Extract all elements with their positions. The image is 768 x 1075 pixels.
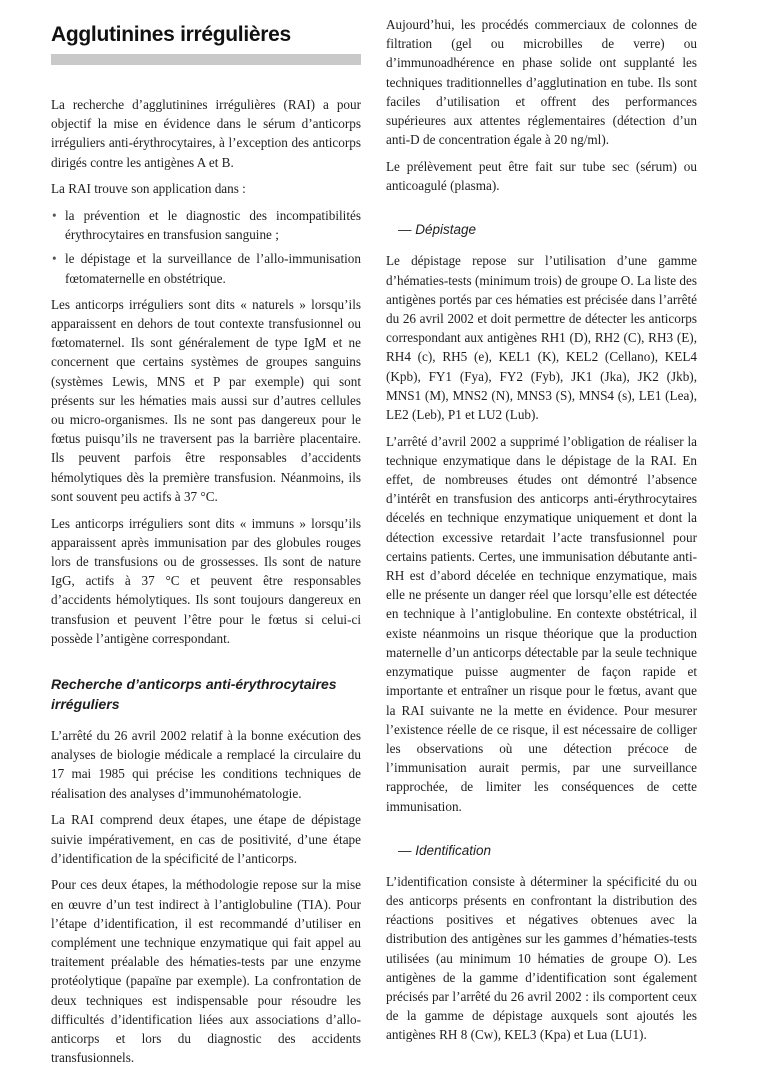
identification-paragraph: L’identification consiste à déterminer la spécificité du ou des anticorps présents en confrontant la distribution des réactions positives et négatives obtenues avec la distribution des antigènes sur les gammes d’hématies-tests utilisées (au minimum 10 hématies de groupe O). Les antigènes de la gamme d’identification sont également précisés par l’arrêté du 26 avril 2002 : ils comportent ceux de la gamme de dépistage auxquels sont ajoutés les antigènes RH 8 (Cw), KEL3 (Kpa) et Lua (LU1).	[386, 873, 697, 1043]
list-item: • la prévention et le diagnostic des incompatibilités érythrocytaires en transfusion sanguine ;	[51, 206, 361, 244]
list-item: • le dépistage et la surveillance de l’allo-immunisation fœtomaternelle en obstétrique.	[51, 249, 361, 287]
methodologie-paragraph: Pour ces deux étapes, la méthodologie repose sur la mise en œuvre d’un test indirect à l’antiglobuline (TIA). Pour l’étape d’identification, il est recommandé d’utiliser en complément une technique enzymatique qui fait appel au traitement préalable des hématies-tests par une enzyme protéolytique (papaïne par exemple). La confrontation de deux techniques est indispensable pour résoudre les difficultés d’identification liées aux associations d’allo-anticorps et lors du diagnostic des accidents transfusionnels.	[51, 877, 361, 1066]
application-intro: La RAI trouve son application dans :	[51, 181, 246, 197]
aujourdhui-paragraph: Aujourd’hui, les procédés commerciaux de colonnes de filtration (gel ou microbilles de verre) ou d’immunoadhérence en phase solide ont supplanté les techniques traditionnelles d’agglutination en tube. Ils sont faciles d’utilisation et offrent des performances supérieures aux attentes réglementaires (détection d’un anti-D de concentration égale à 20 ng/ml).	[386, 17, 697, 148]
arrete-paragraph: L’arrêté du 26 avril 2002 relatif à la bonne exécution des analyses de biologie médicale a remplacé la circulaire du 17 mai 1985 qui précise les conditions techniques de réalisation des analyses d’immunohématologie.	[51, 727, 361, 801]
deux-etapes-paragraph: La RAI comprend deux étapes, une étape de dépistage suivie impérativement, en cas de positivité, d’une étape d’identification de la spécificité de l’anticorps.	[51, 812, 361, 866]
right-column	[386, 15, 697, 1052]
depistage-paragraph: Le dépistage repose sur l’utilisation d’une gamme d’hématies-tests (minimum trois) de groupe O. La liste des antigènes portés par ces hématies est précisée dans l’arrêté du 26 avril 2002 et doit permettre de détecter les anticorps correspondant aux antigènes RH1 (D), RH2 (C), RH3 (E), RH4 (c), RH5 (e), KEL1 (K), KEL2 (Cellano), KEL4 (Kpb), FY1 (Fya), FY2 (Fyb), JK1 (Jka), JK2 (Jkb), MNS1 (M), MNS2 (N), MNS3 (S), MNS4 (s), LE1 (Lea), LE2 (Leb), P1 et LU2 (Lub).	[386, 253, 697, 422]
naturels-paragraph: Les anticorps irréguliers sont dits « naturels » lorsqu’ils apparaissent en dehors de tout contexte transfusionnel ou fœtomaternel. Ils sont généralement de type IgM et ne concernent que certains systèmes de groupes sanguins (systèmes Lewis, MNS et P par exemple) qui sont présents sur les hématies mais aussi sur d’autres cellules ou micro-organismes. Ils ne sont pas dangereux pour le fœtus puisqu’ils ne traversent pas la barrière placentaire. Ils peuvent parfois être responsables d’accidents hémolytiques dès la première transfusion. Néanmoins, ils sont souvent peu actifs à 37 °C.	[51, 296, 361, 504]
enzymatique-paragraph: L’arrêté d’avril 2002 a supprimé l’obligation de réaliser la technique enzymatique dans le dépistage de la RAI. En effet, de nombreuses études ont démontré l’absence d’intérêt en transfusion des anticorps anti-érythrocytaires décelés en technique enzymatique uniquement et dont la détection excessive retardait l’acte transfusionnel pour certains patients. Certes, une immunisation débutante anti-RH est d’abord décelée en technique enzymatique, mais elle ne présente un danger réel que lorsqu’elle est détectée en technique à l’antiglobuline. En contexte obstétrical, il existe néanmoins un risque théorique que la production maternelle d’un anticorps détectable par la seule technique enzymatique puisse augmenter de façon rapide et importante et entraîner un risque pour le fœtus, avant que la RAI suivante ne la mette en évidence. Pour mesurer l’existence réelle de ce risque, il est nécessaire de colliger les observations où une détection précoce de l’immunisation aurait permis, par une surveillance rapprochée, de limiter les conséquences de cette immunisation.	[386, 433, 697, 814]
page-title: Agglutinines irrégulières	[51, 23, 291, 46]
identification-heading: — Identification	[398, 842, 492, 858]
title-rule	[51, 54, 361, 65]
application-list	[51, 206, 361, 288]
immuns-paragraph: Les anticorps irréguliers sont dits « immuns » lorsqu’ils apparaissent après immunisation par des globules rouges lors de transfusions ou de grossesses. Ils sont de nature IgG, actifs à 37 °C et peuvent être responsables d’accidents hémolytiques. Ils sont toujours dangereux en transfusion et peuvent l’être pour le fœtus si celui-ci possède l’antigène correspondant.	[51, 515, 361, 646]
depistage-heading: — Dépistage	[398, 222, 477, 238]
prelevement-paragraph: Le prélèvement peut être fait sur tube sec (sérum) ou anticoagulé (plasma).	[386, 158, 697, 194]
intro-paragraph: La recherche d’agglutinines irrégulières (RAI) a pour objectif la mise en évidence dans le sérum d’anticorps irréguliers anti-érythrocytaires, à l’exception des anticorps dirigés contre les antigènes A et B.	[51, 97, 361, 170]
left-column	[51, 22, 361, 1075]
section-heading: Recherche d’anticorps anti-érythrocytaires irréguliers	[51, 675, 337, 712]
